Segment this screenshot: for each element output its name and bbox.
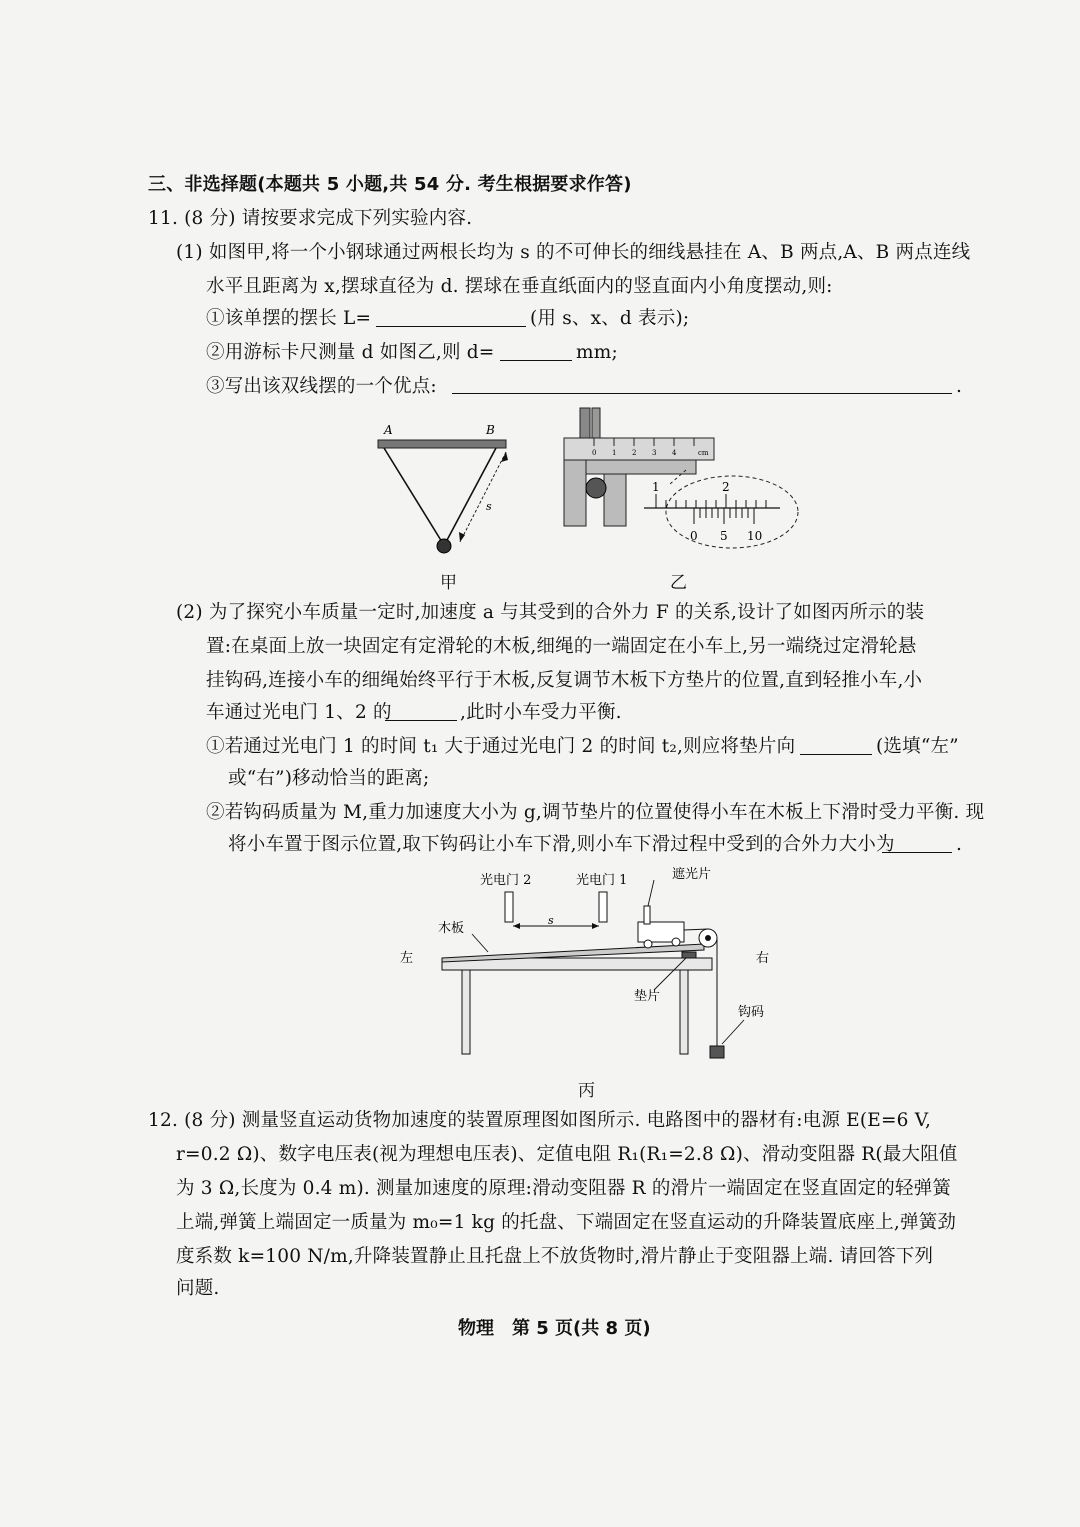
pulley-axle	[705, 935, 711, 941]
main-tick-1: 1	[612, 449, 617, 457]
zoom-main-1: 1	[652, 480, 660, 494]
lower-jaw-fixed	[564, 460, 586, 526]
caption-jia: 甲	[440, 573, 457, 593]
zoom-vernier-5: 5	[720, 529, 728, 543]
upper-jaw-fixed	[580, 408, 590, 438]
main-tick-0: 0	[592, 449, 597, 457]
table-leg-right	[680, 970, 688, 1054]
label-gate2: 光电门 2	[480, 873, 532, 888]
shading-plate	[644, 906, 650, 924]
upper-jaw-sliding	[592, 408, 600, 438]
q11-p2-condition-blank[interactable]	[385, 720, 457, 721]
figure-bing-apparatus	[392, 862, 788, 1074]
photogate-2-icon	[505, 892, 513, 922]
string-left	[384, 448, 442, 542]
board-leader	[472, 934, 488, 952]
label-shade: 遮光片	[672, 867, 712, 882]
gate-distance-arrow-right	[592, 923, 599, 929]
steel-ball	[437, 539, 451, 553]
main-tick-4: 4	[672, 449, 677, 457]
cart-wheel-right	[672, 938, 680, 946]
q11-p2-direction-blank[interactable]	[800, 754, 872, 755]
cart-wheel-left	[644, 940, 652, 948]
section-heading: 三、非选择题(本题共 5 小题,共 54 分. 考生根据要求作答)	[148, 174, 632, 195]
shade-leader	[648, 880, 654, 906]
q12-line5: 度系数 k=100 N/m,升降装置静止且托盘上不放货物时,滑片静止于变阻器上端. 请回答下列	[176, 1246, 934, 1267]
q11-item3-suffix: .	[956, 376, 963, 397]
q11-item3-prefix: ③写出该双线摆的一个优点:	[206, 376, 437, 397]
q11-p2-item1-line2: 或“右”)移动恰当的距离;	[228, 768, 430, 789]
q11-p2-line4-suffix: ,此时小车受力平衡.	[460, 702, 622, 723]
label-b: B	[486, 423, 495, 437]
q11-p2-line4-prefix: 车通过光电门 1、2 的	[206, 702, 392, 723]
hanging-weight	[710, 1046, 724, 1058]
q11-item1-suffix: (用 s、x、d 表示);	[530, 308, 690, 329]
q11-p2-item2-line1: ②若钩码质量为 M,重力加速度大小为 g,调节垫片的位置使得小车在木板上下滑时受力平衡. 现	[206, 802, 985, 823]
label-right: 右	[756, 951, 770, 966]
q11-p2-item2-line2-suffix: .	[956, 834, 963, 855]
q12-line2: r=0.2 Ω)、数字电压表(视为理想电压表)、定值电阻 R₁(R₁=2.8 Ω)、滑动变阻器 R(最大阻值	[176, 1144, 958, 1165]
q11-item3-answer-blank[interactable]	[452, 393, 952, 394]
main-tick-2: 2	[632, 449, 637, 457]
q12-line3: 为 3 Ω,长度为 0.4 m). 测量加速度的原理:滑动变阻器 R 的滑片一端固定在竖直固定的轻弹簧	[176, 1178, 952, 1199]
label-a: A	[384, 423, 393, 437]
main-tick-3: 3	[652, 449, 657, 457]
length-dim-line	[460, 452, 506, 542]
q11-p1-line2: 水平且距离为 x,摆球直径为 d. 摆球在垂直纸面内的竖直面内小角度摆动,则:	[206, 276, 833, 297]
q11-item2-answer-blank[interactable]	[500, 360, 572, 361]
lower-jaw-sliding	[604, 474, 626, 526]
table-leg-left	[462, 970, 470, 1054]
caption-yi: 乙	[670, 573, 687, 593]
q11-item2-suffix: mm;	[576, 342, 618, 363]
caption-bing: 丙	[578, 1081, 595, 1101]
q11-p2-item1-suffix: (选填“左”	[876, 736, 959, 757]
measured-ball	[586, 478, 606, 498]
zoom-vernier-ticks	[694, 508, 754, 524]
q11-p1-line1: (1) 如图甲,将一个小钢球通过两根长均为 s 的不可伸长的细线悬挂在 A、B 两点,A、B 两点连线	[176, 242, 971, 263]
photogate-1-icon	[599, 892, 607, 922]
weight-leader	[722, 1020, 744, 1044]
label-spacer: 垫片	[634, 989, 661, 1004]
spacer-block	[682, 952, 696, 958]
q11-p2-line2: 置:在桌面上放一块固定有定滑轮的木板,细绳的一端固定在小车上,另一端绕过定滑轮悬	[206, 636, 917, 657]
vernier-slider	[586, 460, 696, 474]
q12-line4: 上端,弹簧上端固定一质量为 m₀=1 kg 的托盘、下端固定在竖直运动的升降装置底座上,弹簧劲	[176, 1212, 957, 1233]
zoom-vernier-0: 0	[690, 529, 698, 543]
label-board: 木板	[438, 921, 465, 936]
label-left: 左	[400, 951, 414, 966]
q11-p2-force-blank[interactable]	[882, 852, 952, 853]
q11-p2-line3: 挂钩码,连接小车的细绳始终平行于木板,反复调节木板下方垫片的位置,直到轻推小车,小	[206, 670, 923, 691]
q12-line1: 12. (8 分) 测量竖直运动货物加速度的装置原理图如图所示. 电路图中的器材有:电源 E(E=6 V,	[148, 1110, 932, 1131]
main-tick-unit: cm	[698, 449, 709, 457]
zoom-main-2: 2	[722, 480, 730, 494]
zoom-main-ticks	[656, 494, 766, 508]
q11-item1-prefix: ①该单摆的摆长 L=	[206, 308, 372, 329]
gate-distance-arrow-left	[513, 923, 520, 929]
dim-arrow-top	[501, 452, 508, 462]
page-footer: 物理 第 5 页(共 8 页)	[458, 1318, 651, 1339]
label-s: s	[486, 500, 492, 513]
label-gate-distance: s	[548, 914, 554, 927]
q11-header: 11. (8 分) 请按要求完成下列实验内容.	[148, 208, 473, 229]
q11-p2-line1: (2) 为了探究小车质量一定时,加速度 a 与其受到的合外力 F 的关系,设计了如图丙所示的装	[176, 602, 925, 623]
q11-p2-item1-prefix: ①若通过光电门 1 的时间 t₁ 大于通过光电门 2 的时间 t₂,则应将垫片向	[206, 736, 796, 757]
zoom-vernier-10: 10	[747, 529, 763, 543]
support-beam	[378, 440, 506, 448]
q11-p2-item2-line2-prefix: 将小车置于图示位置,取下钩码让小车下滑,则小车下滑过程中受到的合外力大小为	[228, 834, 895, 855]
label-weight: 钩码	[738, 1005, 765, 1020]
q11-item1-answer-blank[interactable]	[376, 326, 526, 327]
figure-yi-caliper	[560, 402, 800, 564]
main-scale-beam	[564, 438, 714, 460]
label-gate1: 光电门 1	[576, 873, 628, 888]
q11-item2-prefix: ②用游标卡尺测量 d 如图乙,则 d=	[206, 342, 495, 363]
q12-line6: 问题.	[176, 1278, 220, 1299]
zoom-ellipse	[666, 476, 798, 548]
string-right	[446, 448, 496, 542]
figure-jia-pendulum	[370, 418, 520, 568]
